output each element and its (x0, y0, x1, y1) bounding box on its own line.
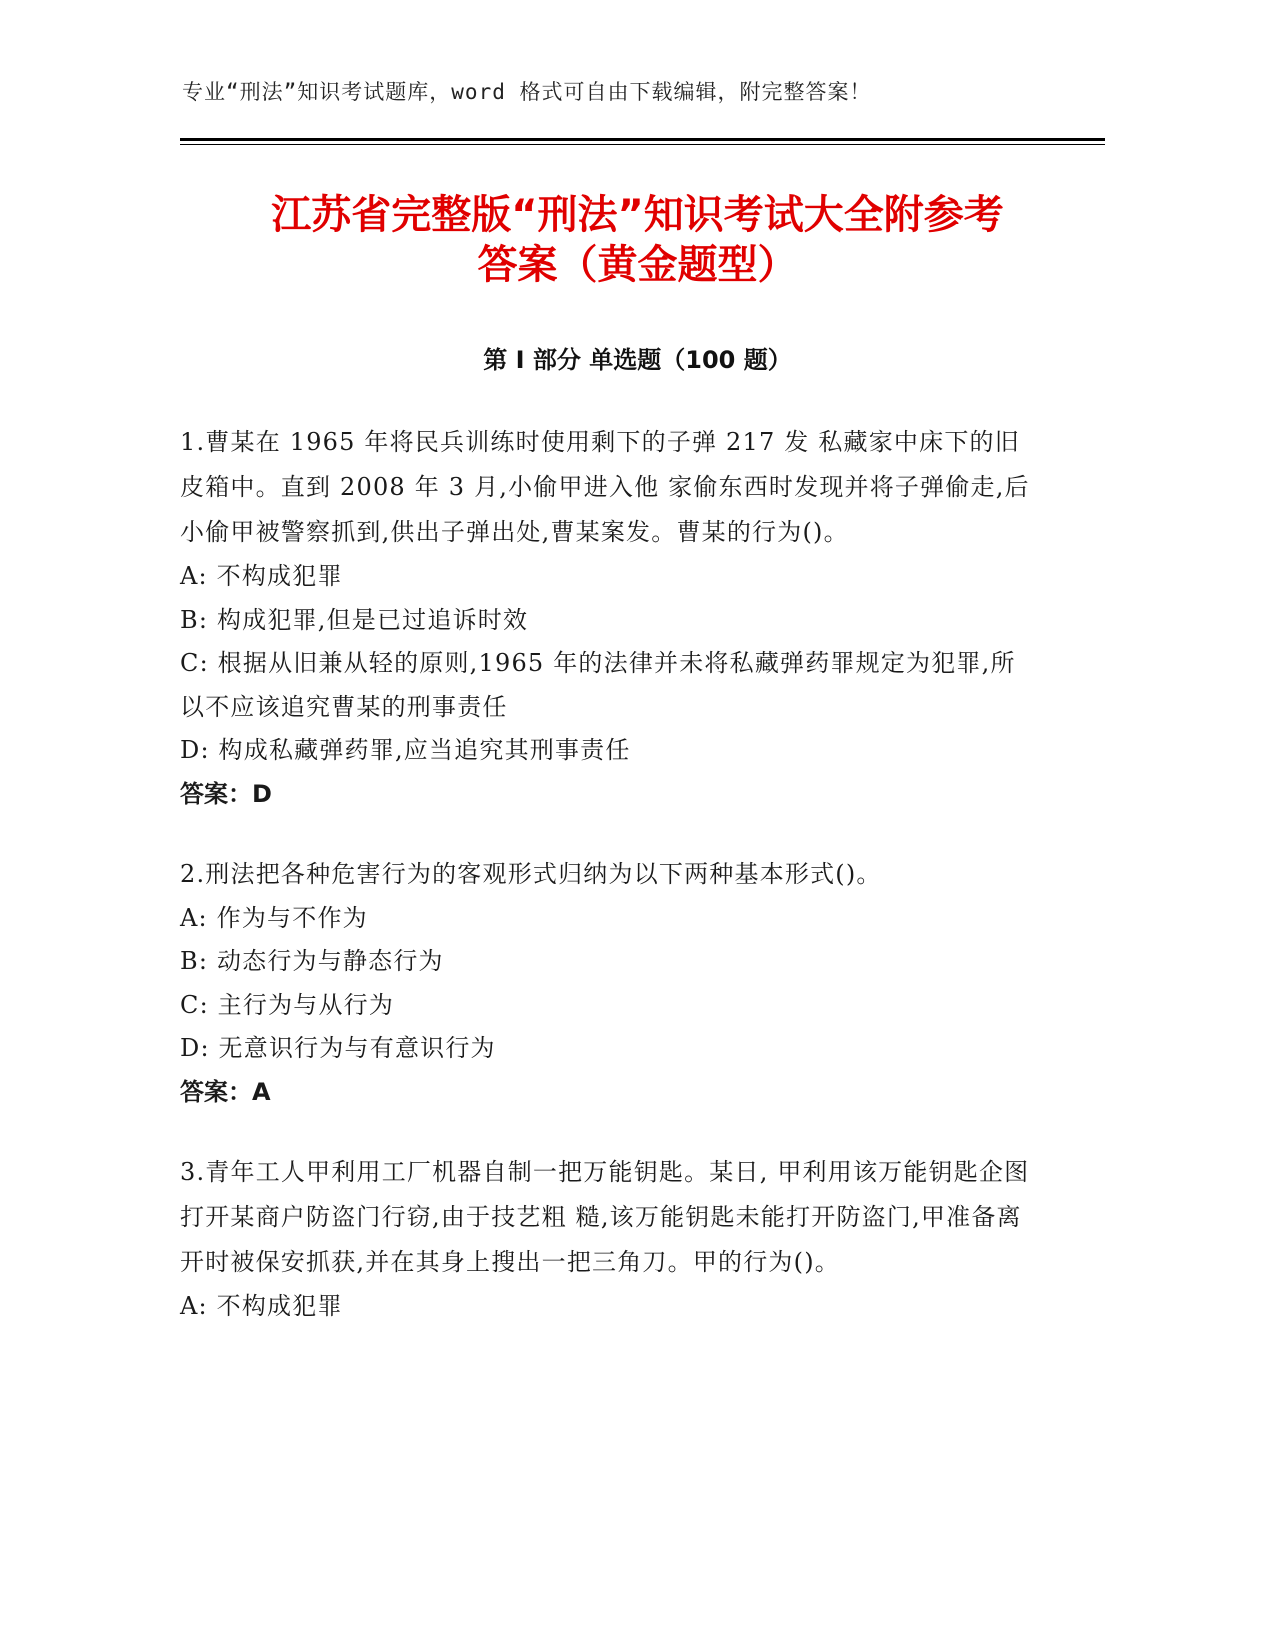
question-2 (180, 852, 1030, 1114)
option-d: D: 无意识行为与有意识行为 (180, 1034, 496, 1062)
option-b: B: 动态行为与静态行为 (180, 947, 444, 975)
option-c: C: 主行为与从行为 (180, 990, 395, 1019)
question-stem: 3.青年工人甲利用工厂机器自制一把万能钥匙。某日, 甲利用该万能钥匙企图打开某商户防盗门行窃,由于技艺粗 糙,该万能钥匙未能打开防盗门,甲准备离开时被保安抓获,并在其身上搜出一把三角刀。甲的行为()。 (180, 1157, 1030, 1276)
header-rule-thin (180, 144, 1105, 145)
document-title (150, 190, 1125, 290)
question-3 (180, 1150, 1030, 1329)
header-note: 专业“刑法”知识考试题库，word 格式可自由下载编辑，附完整答案！ (182, 80, 872, 104)
option-c: C: 根据从旧兼从轻的原则,1965 年的法律并未将私藏弹药罪规定为犯罪,所以不应该追究曹某的刑事责任 (180, 649, 1016, 721)
question-stem: 1.曹某在 1965 年将民兵训练时使用剩下的子弹 217 发 私藏家中床下的旧皮箱中。直到 2008 年 3 月,小偷甲进入他 家偷东西时发现并将子弹偷走,后小偷甲被警察抓到,供出子弹出处,曹某案发。曹某的行为()。 (180, 428, 1030, 546)
option-a: A: 不构成犯罪 (180, 1291, 343, 1320)
document-title-line2: 答案（黄金题型） (477, 242, 798, 288)
option-a: A: 不构成犯罪 (180, 562, 343, 590)
option-b: B: 构成犯罪,但是已过追诉时效 (180, 605, 529, 634)
question-stem: 2.刑法把各种危害行为的客观形式归纳为以下两种基本形式()。 (180, 859, 882, 888)
document-title-line1: 江苏省完整版“刑法”知识考试大全附参考 (271, 192, 1004, 238)
answer: 答案：D (180, 779, 272, 808)
section-title: 第 I 部分 单选题（100 题） (483, 346, 792, 374)
question-list (180, 420, 1030, 1364)
header-rule-thick (180, 138, 1105, 141)
option-a: A: 作为与不作为 (180, 903, 368, 932)
answer: 答案：A (180, 1077, 271, 1106)
question-1 (180, 420, 1030, 816)
option-d: D: 构成私藏弹药罪,应当追究其刑事责任 (180, 736, 631, 764)
